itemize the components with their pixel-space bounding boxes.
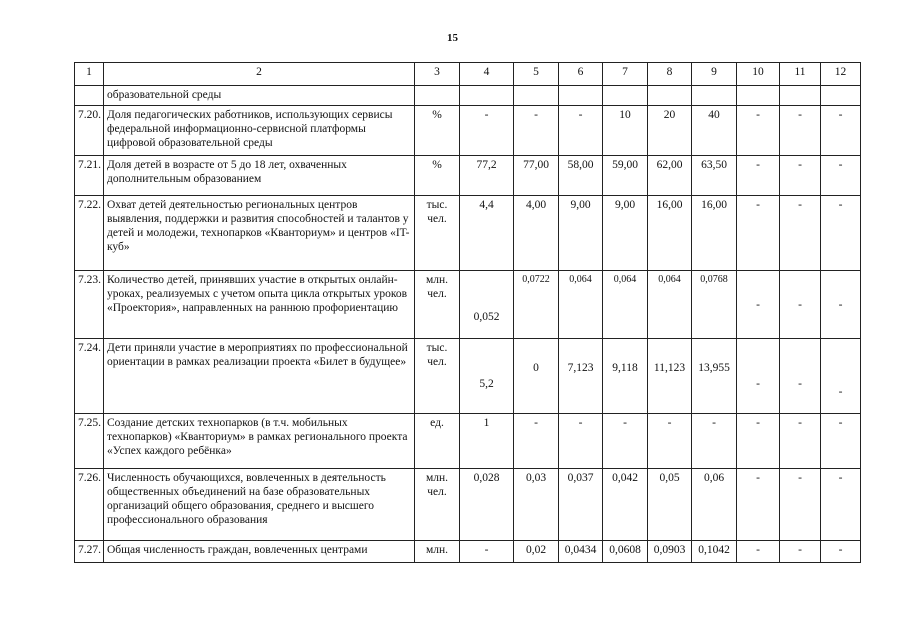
table-row	[75, 156, 861, 196]
value-cell: 0	[514, 339, 559, 414]
value-cell: 40	[692, 106, 737, 156]
value-cell: -	[821, 196, 861, 271]
value-cell: 63,50	[692, 156, 737, 196]
value-cell: 58,00	[559, 156, 603, 196]
empty-cell	[821, 86, 861, 106]
row-unit: млн. чел.	[415, 469, 460, 541]
value-cell: 0,042	[603, 469, 648, 541]
column-header: 6	[559, 63, 603, 86]
table-row	[75, 469, 861, 541]
row-name: Количество детей, принявших участие в открытых онлайн- уроках, реализуемых с учетом опыта цикла открытых уроков «Проектория», направленных на раннюю профориентацию	[104, 271, 415, 339]
value-cell: -	[780, 541, 821, 563]
value-cell: 16,00	[692, 196, 737, 271]
row-name: Общая численность граждан, вовлеченных центрами	[104, 541, 415, 563]
column-header: 4	[460, 63, 514, 86]
row-name: Создание детских технопарков (в т.ч. мобильных технопарков) «Кванториум» в рамках регионального проекта «Успех каждого ребёнка»	[104, 414, 415, 469]
value-cell: -	[821, 339, 861, 414]
value-cell: -	[821, 156, 861, 196]
row-unit: ед.	[415, 414, 460, 469]
value-cell: 0,0608	[603, 541, 648, 563]
value-cell: -	[821, 271, 861, 339]
column-header: 2	[104, 63, 415, 86]
value-cell: -	[737, 106, 780, 156]
empty-cell	[692, 86, 737, 106]
table-row	[75, 414, 861, 469]
column-header: 10	[737, 63, 780, 86]
empty-cell	[648, 86, 692, 106]
row-code: 7.27.	[75, 541, 104, 563]
value-cell: 0,1042	[692, 541, 737, 563]
value-cell: -	[648, 414, 692, 469]
value-cell: -	[559, 414, 603, 469]
value-cell: -	[737, 196, 780, 271]
value-cell: 0,064	[648, 271, 692, 339]
column-header: 5	[514, 63, 559, 86]
value-cell: 77,00	[514, 156, 559, 196]
indicators-table	[74, 62, 861, 563]
row-code: 7.20.	[75, 106, 104, 156]
value-cell: 0,06	[692, 469, 737, 541]
value-cell: 9,00	[603, 196, 648, 271]
value-cell: -	[780, 339, 821, 414]
table-row	[75, 106, 861, 156]
value-cell: -	[780, 196, 821, 271]
column-header: 8	[648, 63, 692, 86]
value-cell: -	[692, 414, 737, 469]
column-header: 7	[603, 63, 648, 86]
column-header: 3	[415, 63, 460, 86]
value-cell: -	[821, 541, 861, 563]
row-unit: млн. чел.	[415, 271, 460, 339]
row-code: 7.23.	[75, 271, 104, 339]
value-cell: -	[821, 106, 861, 156]
row-unit: тыс. чел.	[415, 339, 460, 414]
row-code: 7.24.	[75, 339, 104, 414]
value-cell: 7,123	[559, 339, 603, 414]
value-cell: 0,064	[559, 271, 603, 339]
value-cell: 0,0903	[648, 541, 692, 563]
value-cell: 0,02	[514, 541, 559, 563]
value-cell: 0,052	[460, 271, 514, 339]
empty-cell	[603, 86, 648, 106]
value-cell: 4,4	[460, 196, 514, 271]
row-code: 7.26.	[75, 469, 104, 541]
empty-cell	[559, 86, 603, 106]
empty-cell	[780, 86, 821, 106]
row-unit: %	[415, 156, 460, 196]
table-row	[75, 541, 861, 563]
value-cell: 62,00	[648, 156, 692, 196]
value-cell: -	[737, 339, 780, 414]
column-header: 9	[692, 63, 737, 86]
row-code: 7.22.	[75, 196, 104, 271]
value-cell: -	[559, 106, 603, 156]
value-cell: -	[737, 469, 780, 541]
value-cell: -	[780, 156, 821, 196]
value-cell: -	[603, 414, 648, 469]
value-cell: -	[780, 414, 821, 469]
value-cell: -	[737, 414, 780, 469]
table-row	[75, 271, 861, 339]
value-cell: -	[821, 414, 861, 469]
column-header: 11	[780, 63, 821, 86]
empty-cell	[737, 86, 780, 106]
column-number-row	[75, 63, 861, 86]
empty-cell	[460, 86, 514, 106]
value-cell: 9,118	[603, 339, 648, 414]
value-cell: 4,00	[514, 196, 559, 271]
row-name: Доля педагогических работников, использующих сервисы федеральной информационно-сервисной платформы цифровой образовательной среды	[104, 106, 415, 156]
row-name: Охват детей деятельностью региональных центров выявления, поддержки и развития способностей и талантов у детей и молодежи, технопарков «Кванториум» и центров «IT-куб»	[104, 196, 415, 271]
value-cell: -	[514, 414, 559, 469]
value-cell: 0,0722	[514, 271, 559, 339]
value-cell: 0,028	[460, 469, 514, 541]
column-header: 1	[75, 63, 104, 86]
value-cell: 0,0434	[559, 541, 603, 563]
value-cell: 0,0768	[692, 271, 737, 339]
row-code	[75, 86, 104, 106]
value-cell: -	[737, 541, 780, 563]
value-cell: -	[780, 469, 821, 541]
value-cell: 16,00	[648, 196, 692, 271]
value-cell: 13,955	[692, 339, 737, 414]
column-header: 12	[821, 63, 861, 86]
value-cell: 0,037	[559, 469, 603, 541]
value-cell: 0,03	[514, 469, 559, 541]
value-cell: -	[821, 469, 861, 541]
row-name: Численность обучающихся, вовлеченных в деятельность общественных объединений на базе образовательных организаций общего образования, среднего и высшего профессионального образования	[104, 469, 415, 541]
empty-cell	[415, 86, 460, 106]
value-cell: 0,064	[603, 271, 648, 339]
value-cell: -	[737, 156, 780, 196]
table-row	[75, 339, 861, 414]
row-code: 7.21.	[75, 156, 104, 196]
value-cell: -	[780, 106, 821, 156]
row-unit: млн.	[415, 541, 460, 563]
value-cell: 20	[648, 106, 692, 156]
value-cell: 77,2	[460, 156, 514, 196]
value-cell: 10	[603, 106, 648, 156]
value-cell: 1	[460, 414, 514, 469]
empty-cell	[514, 86, 559, 106]
page-number: 15	[447, 32, 458, 44]
value-cell: 5,2	[460, 339, 514, 414]
value-cell: 59,00	[603, 156, 648, 196]
row-name: Доля детей в возрасте от 5 до 18 лет, охваченных дополнительным образованием	[104, 156, 415, 196]
row-name: Дети приняли участие в мероприятиях по профессиональной ориентации в рамках реализации проекта «Билет в будущее»	[104, 339, 415, 414]
value-cell: 11,123	[648, 339, 692, 414]
value-cell: -	[460, 106, 514, 156]
row-unit: тыс. чел.	[415, 196, 460, 271]
value-cell: -	[737, 271, 780, 339]
value-cell: 0,05	[648, 469, 692, 541]
row-name: образовательной среды	[104, 86, 415, 106]
value-cell: -	[514, 106, 559, 156]
table-row	[75, 196, 861, 271]
continuation-row	[75, 86, 861, 106]
row-code: 7.25.	[75, 414, 104, 469]
value-cell: 9,00	[559, 196, 603, 271]
value-cell: -	[780, 271, 821, 339]
value-cell: -	[460, 541, 514, 563]
row-unit: %	[415, 106, 460, 156]
